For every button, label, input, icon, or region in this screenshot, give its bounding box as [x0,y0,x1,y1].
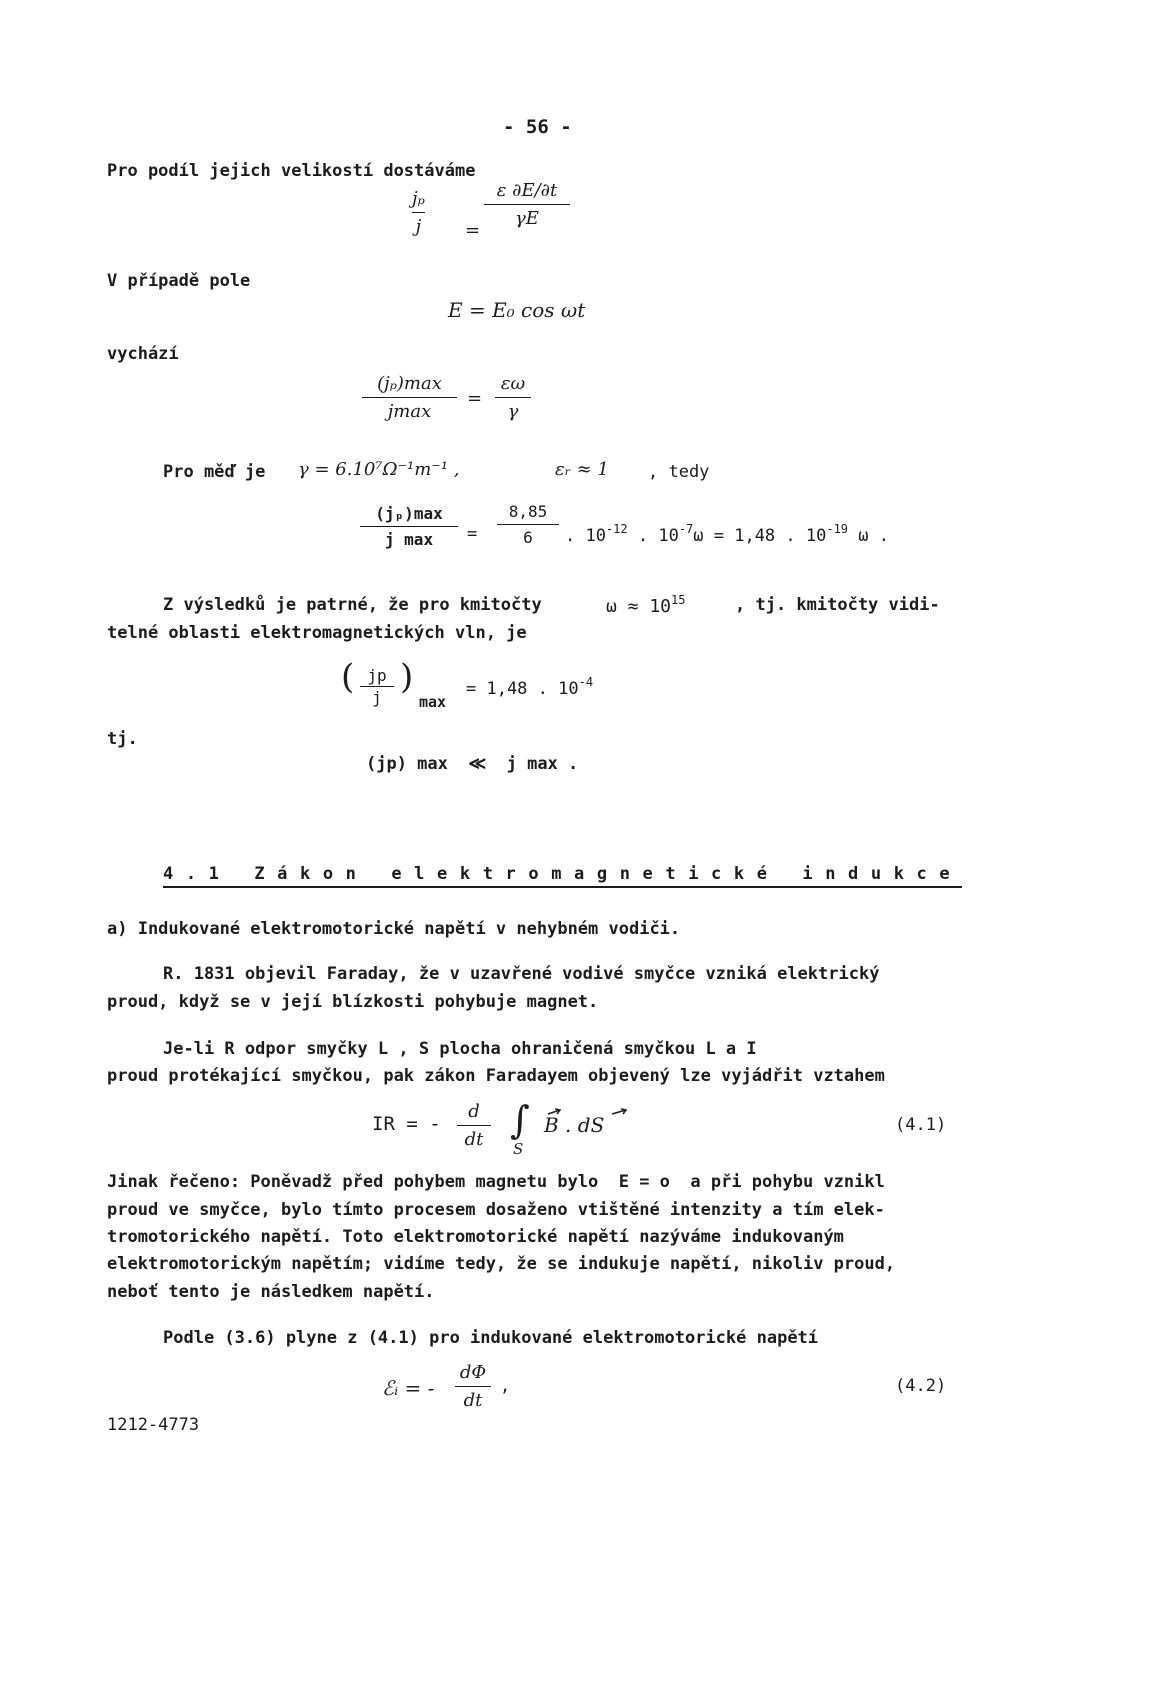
paragraph-intro: Pro podíl jejich velikostí dostáváme [107,161,476,181]
paragraph-results-line1: Z výsledků je patrné, že pro kmitočty [163,595,542,615]
equation-numeric-fraction [497,502,559,547]
equation-numeric-tail [565,523,889,545]
exponent: -4 [578,675,594,689]
tail-text: ω = 1,48 . 10 [693,526,827,546]
paragraph-otherwise-line4: elektromotorickým napětím; vidíme tedy, že se indukuje napětí, nikoliv proud, [107,1254,896,1274]
equation-max-rhs [495,373,531,422]
omega-text: ω ≈ 10 [606,596,672,617]
numerator: 8,85 [508,502,548,521]
subscript-max: max [419,693,447,711]
paragraph-faraday-line1: R. 1831 objevil Faraday, že v uzavřené vodivé smyčce vzniká elektrický [163,964,880,984]
equation-41-derivative [457,1101,491,1150]
exponent: -12 [605,522,628,536]
fraction-bar [495,397,531,398]
equation-ratio2 [360,666,394,707]
numerator: ε ∂E/∂t [496,180,558,201]
fraction-bar [360,686,394,687]
equation-max-lhs [362,373,457,422]
numerator: (jₚ)max [377,373,442,394]
denominator: 6 [523,528,533,547]
tail-text: . 10 [565,526,606,546]
paragraph-loop-line1: Je-li R odpor smyčky L , S plocha ohraničená smyčkou L a I [163,1039,757,1059]
paragraph-otherwise-line3: tromotorického napětí. Toto elektromotorické napětí nazýváme indukovaným [107,1227,844,1247]
epsilon-value: εᵣ ≈ 1 [555,459,609,480]
equation-42-comma: , [500,1376,511,1396]
left-paren: ( [341,657,355,697]
numerator: jₚ [412,188,425,209]
omega-frequency [606,594,685,616]
numerator: εω [500,373,526,394]
numerator: (jₚ)max [375,504,443,523]
denominator: γE [515,208,539,229]
fraction-bar [412,212,425,213]
paragraph-otherwise-line1: Jinak řečeno: Poněvadž před pohybem magnetu bylo E = o a při pohybu vznikl [107,1172,885,1192]
exponent: -19 [826,522,849,536]
equals-sign: = [467,524,478,544]
equation-41-label: (4.1) [895,1115,947,1135]
denominator: j max [384,530,434,549]
fraction-bar [457,1125,491,1126]
paragraph-results-line1-tail: , tj. kmitočty vidi- [735,595,940,615]
paragraph-otherwise-line5: neboť tento je následkem napětí. [107,1282,435,1302]
paragraph-faraday-line2: proud, když se v její blízkosti pohybuje magnet. [107,992,599,1012]
paragraph-results-line2: telné oblasti elektromagnetických vln, je [107,623,527,643]
equation-42-derivative [455,1362,491,1411]
equation-inequality: (jp) max ≪ j max . [366,754,579,774]
integral-integrand: B . dS [544,1113,605,1137]
integral-subscript: S [513,1140,524,1158]
equation-42-lhs: ℰᵢ = - [382,1376,435,1400]
denominator: dt [463,1390,483,1411]
denominator: γ [507,401,519,422]
tail-text: ω . [848,526,889,546]
numerator: d [468,1101,480,1122]
exponent: -7 [678,522,694,536]
paragraph-copper-tail: , tedy [648,462,710,482]
denominator: j [372,688,382,707]
equation-field: E = E₀ cos ωt [448,298,586,322]
vector-arrows [546,1106,636,1118]
gamma-value: γ = 6.10⁷Ω⁻¹m⁻¹ , [298,459,460,480]
equation-ratio-rhs [484,180,570,229]
fraction-bar [362,397,457,398]
equation-ratio2-rhs [466,676,593,698]
equation-42-label: (4.2) [895,1376,947,1396]
fraction-bar [497,524,559,525]
fraction-bar [484,204,570,205]
denominator: j [415,216,422,237]
equals-sign: = [467,388,483,409]
denominator: jmax [387,401,432,422]
section-heading: 4.1 Zákon elektromagnetické indukce [163,864,962,888]
page-number: - 56 - [503,116,572,138]
paragraph-result: vychází [107,344,179,364]
paragraph-loop-line2: proud protékající smyčkou, pak zákon Faradayem objevený lze vyjádřit vztahem [107,1066,885,1086]
rhs-text: = 1,48 . 10 [466,679,579,699]
exponent: 15 [671,593,686,607]
paragraph-field-case: V případě pole [107,271,251,291]
equation-ratio-lhs [412,188,425,237]
footer-document-code: 1212-4773 [107,1415,200,1435]
right-paren: ) [400,657,414,697]
equation-numeric-lhs [360,504,458,549]
integral-sign: ∫ [510,1098,530,1142]
subsection-heading: a) Indukované elektromotorické napětí v nehybném vodiči. [107,919,681,939]
numerator: jp [367,666,387,685]
denominator: dt [464,1129,484,1150]
paragraph-otherwise-line2: proud ve smyčce, bylo tímto procesem dosaženo vtištěné intenzity a tím elek- [107,1200,885,1220]
paragraph-according: Podle (3.6) plyne z (4.1) pro indukované elektromotorické napětí [163,1328,819,1348]
equation-41-lhs: IR = - [372,1113,441,1135]
tail-text: . 10 [627,526,679,546]
paragraph-copper: Pro měď je [163,462,266,482]
numerator: dΦ [459,1362,487,1383]
equals-sign: = [465,220,481,241]
fraction-bar [455,1386,491,1387]
fraction-bar [360,526,458,527]
paragraph-tj: tj. [107,729,138,749]
